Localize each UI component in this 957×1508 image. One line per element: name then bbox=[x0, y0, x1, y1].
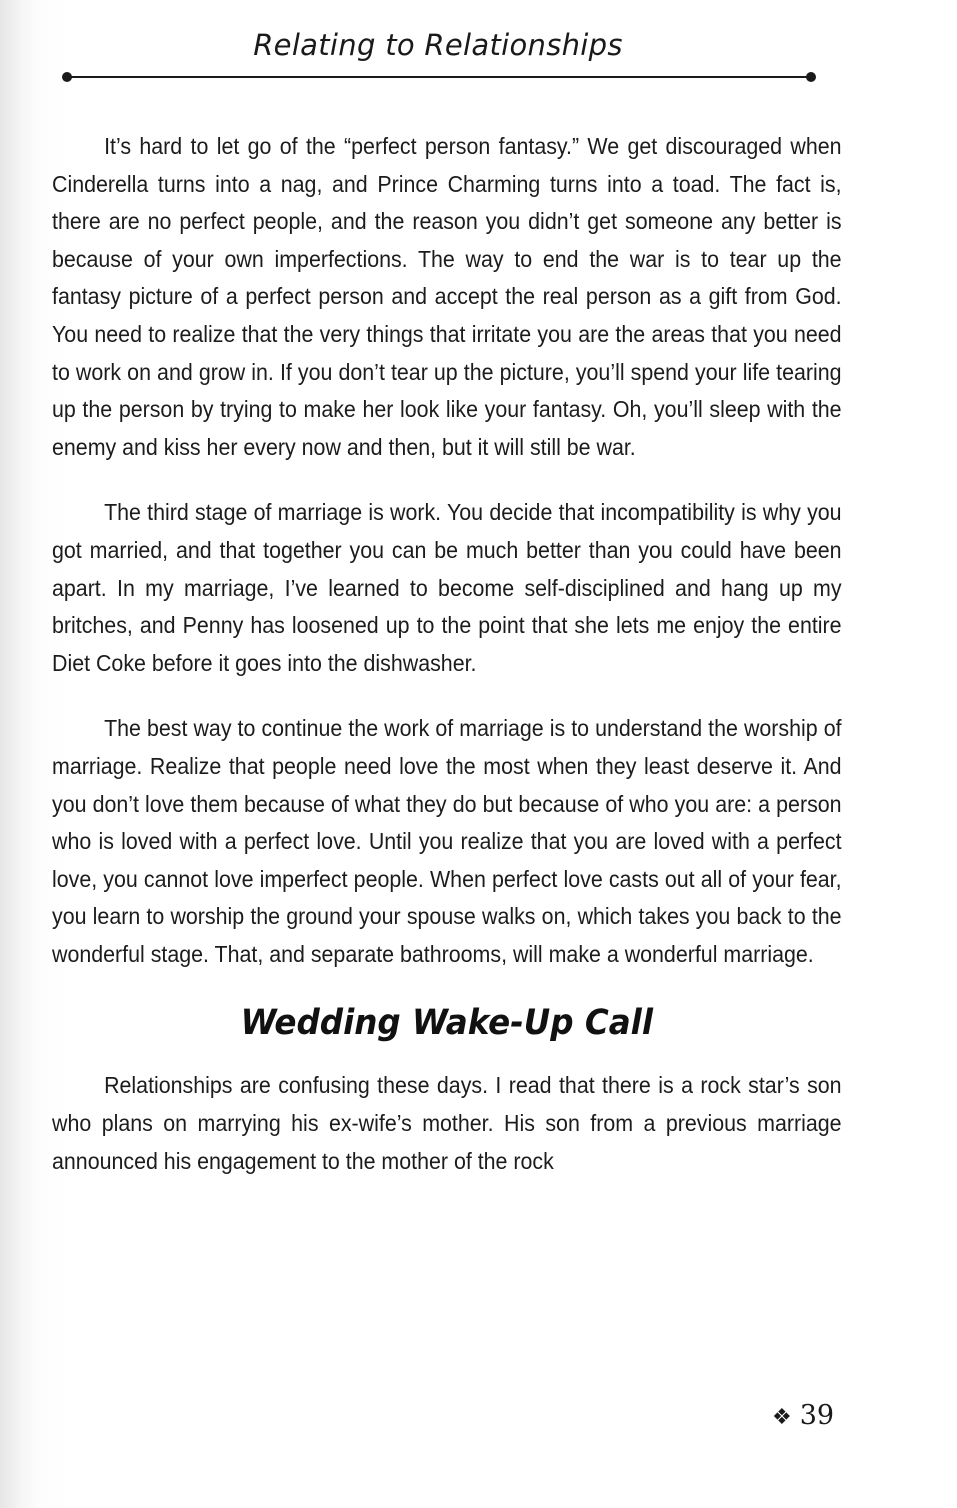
paragraph-third-stage-work: The third stage of marriage is work. You decide that incompatibility is why you got married, and that together you can be much better than you could have been apart. In my marriage, I’ve learned to become self-disciplined and hang up my britches, and Penny has loosened up to the point that she lets me enjoy the entire Diet Coke before it goes into the dishwasher. bbox=[52, 499, 842, 676]
page-footer bbox=[772, 1400, 834, 1431]
header-rule-left-dot bbox=[62, 72, 72, 82]
page-number: 39 bbox=[799, 1400, 835, 1431]
header-rule-right-dot bbox=[806, 72, 816, 82]
body-text bbox=[52, 128, 842, 1208]
paragraph-worship-of-marriage: The best way to continue the work of marriage is to understand the worship of marriage. Realize that people need love the most when they least deserve it. And you don’t love them because of what they do but because of who you are: a person who is loved with a perfect love. Until you realize that you are loved with a perfect love, you cannot love imperfect people. When perfect love casts out all of your fear, you learn to worship the ground your spouse walks on, which takes you back to the wonderful stage. That, and separate bathrooms, will make a wonderful marriage. bbox=[52, 715, 842, 967]
paragraph-relationships-confusing: Relationships are confusing these days. I read that there is a rock star’s son who plans on marrying his ex-wife’s mother. His son from a previous marriage announced his engagement to the mother of the rock bbox=[52, 1072, 842, 1174]
diamond-ornament-icon: ❖ bbox=[772, 1405, 792, 1430]
header-rule bbox=[66, 76, 812, 78]
paragraph-perfect-person-fantasy: It’s hard to let go of the “perfect person fantasy.” We get discouraged when Cinderella turns into a nag, and Prince Charming turns into a toad. The fact is, there are no perfect people, and the reason you didn’t get someone any better is because of your own imperfections. The way to end the war is to tear up the fantasy picture of a perfect person and accept the real person as a gift from God. You need to realize that the very things that irritate you are the areas that you need to work on and grow in. If you don’t tear up the picture, you’ll spend your life tearing up the person by trying to make her look like your fantasy. Oh, you’ll sleep with the enemy and kiss her every now and then, but it will still be war. bbox=[52, 133, 842, 460]
section-heading: Wedding Wake-Up Call bbox=[240, 1003, 653, 1044]
running-header-title: Relating to Relationships bbox=[253, 28, 623, 62]
